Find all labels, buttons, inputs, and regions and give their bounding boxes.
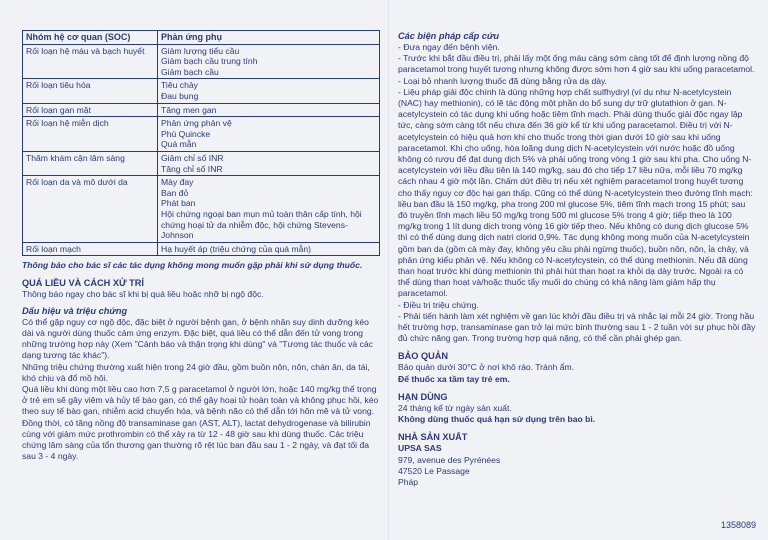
emergency-step: - Điều trị triệu chứng. (398, 300, 756, 311)
table-cell-effects (158, 117, 380, 152)
emergency-step: - Liệu pháp giải độc chính là dùng những hợp chất sulfhydryl (ví dụ như N-acetylcystein (NAC) hay methionin), có lẽ tác động một phần do bổ sung dự trữ glutathion ở gan. N-acetylcystein có tác dụng khi uống hoặc tiêm tĩnh mạch. Phải dùng thuốc giải độc ngay lập tức, càng sớm càng tốt nếu chưa đến 36 giờ kể từ khi uống paracetamol. Điều trị với N-acetylcystein có hiệu quả hơn khi cho thuốc trong thời gian dưới 10 giờ sau khi uống paracetamol. Khi cho uống, hòa loãng dung dịch N-acetylcystein với nước hoặc đồ uống không có rượu để đạt dung dịch 5% và phải uống trong vòng 1 giờ sau khi pha. Cho uống N-acetylcystein với liều đầu tiên là 140 mg/kg, sau đó cho tiếp 17 liều nữa, mỗi liều 70 mg/kg cách nhau 4 giờ một lần. Chấm dứt điều trị nếu xét nghiệm paracetamol trong huyết tương cho thấy nguy cơ độc hại gan thấp. Cũng có thể dùng N-acetylcystein theo đường tĩnh mạch: liều ban đầu là 150 mg/kg, pha trong 200 ml glucose 5%, tiêm tĩnh mạch trong 15 phút; sau đó truyền tĩnh mạch liều 50 mg/kg trong 500 ml glucose 5% trong 4 giờ; tiếp theo là 100 mg/kg trong 1 lít dung dịch trong vòng 16 giờ tiếp theo. Nếu không có dung dịch glucose 5% thì có thể dùng dung dịch natri clorid 0,9%. Tác dụng không mong muốn của N-acetylcystein gồm ban da (gồm cả mày đay, không yêu cầu phải ngừng thuốc), buồn nôn, nôn, ỉa chảy, và phản ứng kiểu phản vệ. Nếu không có N-acetylcystein, có thể dùng methionin. Nếu đã dùng than hoạt trước khi dùng methionin thì phải hút than hoạt ra khỏi dạ dày trước. Ngoài ra có thể dùng than hoạt và/hoặc thuốc tẩy muối do chúng có khả năng làm giảm hấp thụ paracetamol. (398, 87, 756, 300)
table-cell-organ: Rối loạn hệ miễn dịch (23, 117, 158, 152)
effect-item: Đau bụng (161, 90, 199, 101)
effect-item: Tăng chỉ số INR (161, 163, 223, 174)
effect-item: Ban đỏ (161, 187, 189, 198)
table-cell-organ: Rối loạn hệ máu và bạch huyết (23, 44, 158, 79)
emergency-step: - Loại bỏ nhanh lượng thuốc đã dùng bằng rửa dạ dày. (398, 76, 756, 87)
overdose-intro: Thông báo ngay cho bác sĩ khi bị quá liều hoặc nhỡ bị ngộ độc. (22, 289, 264, 300)
effect-item: Tăng men gan (161, 104, 217, 115)
table-row (23, 176, 380, 243)
emergency-step: - Trước khi bắt đầu điều trị, phải lấy một ống máu càng sớm càng tốt để định lượng nồng độ paracetamol trong huyết tương nhưng không được sớm hơn 4 giờ sau khi uống paracetamol. (398, 53, 756, 75)
manufacturer-heading: NHÀ SẢN XUẤT (398, 432, 468, 443)
overdose-heading: QUÁ LIỀU VÀ CÁCH XỬ TRÍ (22, 278, 144, 289)
table-cell-effects (158, 176, 380, 243)
effect-item: Quá mẫn (161, 139, 197, 150)
table-cell-effects (158, 103, 380, 117)
manufacturer-address-1: 979, avenue des Pyrénées (398, 454, 501, 465)
emergency-heading: Các biện pháp cấp cứu (398, 31, 500, 41)
emergency-step: - Phải tiến hành làm xét nghiệm về gan lúc khởi đầu điều trị và nhắc lại mỗi 24 giờ. Trong hầu hết trường hợp, transaminase gan trở lại mức bình thường sau 1 - 2 tuần với sự phục hồi đầy đủ chức năng gan. Trong trường hợp quá nặng, có thể cần phải ghép gan. (398, 311, 756, 345)
effect-item: Hội chứng ngoại ban mụn mủ toàn thân cấp tính, hội chứng hoại tử da nhiễm độc, hội chứng Stevens-Johnson (161, 208, 362, 241)
table-row (23, 103, 380, 117)
signs-heading: Dấu hiệu và triệu chứng (22, 305, 128, 316)
expiry-warning: Không dùng thuốc quá hạn sử dụng trên bao bì. (398, 414, 596, 425)
table-row (23, 117, 380, 152)
left-column (22, 30, 380, 462)
adverse-notice: Thông báo cho bác sĩ các tác dụng không mong muốn gặp phải khi sử dụng thuốc. (22, 260, 363, 271)
signs-paragraph-2: Những triệu chứng thường xuất hiện trong 24 giờ đầu, gồm buồn nôn, nôn, chán ăn, da tái, khó chịu và đổ mồ hôi. (22, 361, 370, 383)
manufacturer-address-2: 47520 Le Passage (398, 465, 470, 476)
document-code: 1358089 (720, 520, 756, 530)
effect-item: Phản ứng phản vệ (161, 118, 232, 129)
table-cell-organ: Thăm khám cận lâm sàng (23, 151, 158, 175)
table-header-row (23, 31, 380, 45)
table-row (23, 242, 380, 256)
emergency-step: - Đưa ngay đến bệnh viện. (398, 42, 756, 53)
table-row (23, 79, 380, 103)
table-header-organ: Nhóm hệ cơ quan (SOC) (23, 31, 158, 45)
table-row (23, 44, 380, 79)
table-cell-effects (158, 44, 380, 79)
table-cell-effects (158, 242, 380, 256)
table-cell-organ: Rối loạn da và mô dưới da (23, 176, 158, 243)
effect-item: Giảm chỉ số INR (161, 152, 224, 163)
storage-text: Bảo quản dưới 30°C ở nơi khô ráo. Tránh ẩm. (398, 362, 575, 373)
effect-item: Giảm lượng tiểu cầu (161, 45, 240, 56)
storage-warning: Để thuốc xa tầm tay trẻ em. (398, 373, 510, 384)
effect-item: Tiêu chảy (161, 80, 198, 91)
signs-paragraph-1: Có thể gặp nguy cơ ngộ độc, đặc biệt ở người bệnh gan, ở bệnh nhân suy dinh dưỡng kéo dài và người dùng thuốc cảm ứng enzym. Đặc biệt, quá liều có thể dẫn đến tử vong trong những trường hợp này (Xem "Cảnh báo và thận trọng khi dùng" và "Tương tác thuốc và các dạng tương tác khác"). (22, 316, 373, 361)
effect-item: Giảm bạch cầu (161, 66, 219, 77)
table-header-effects: Phản ứng phụ (158, 31, 380, 45)
table-cell-organ: Rối loạn tiêu hóa (23, 79, 158, 103)
effect-item: Giảm bạch cầu trung tính (161, 56, 258, 67)
table-cell-effects (158, 79, 380, 103)
effect-item: Phát ban (161, 198, 196, 209)
expiry-heading: HẠN DÙNG (398, 391, 448, 402)
right-column (398, 30, 756, 488)
table-cell-organ: Rối loạn mạch (23, 242, 158, 256)
effect-item: Mày đay (161, 177, 194, 188)
effect-item: Hạ huyết áp (triệu chứng của quá mẫn) (161, 243, 312, 254)
fold-line (388, 0, 389, 540)
expiry-text: 24 tháng kể từ ngày sản xuất. (398, 402, 512, 413)
manufacturer-name: UPSA SAS (398, 443, 442, 454)
signs-paragraph-4: Đồng thời, có tăng nồng độ transaminase gan (AST, ALT), lactat dehydrogenase và bilirubin cùng với giảm mức prothrombin có thể xảy ra từ 12 - 48 giờ sau khi dùng thuốc. Các triệu chứng lâm sàng của tổn thương gan thường rõ rệt lúc ban đầu sau 1 - 2 ngày, và đạt tối đa sau 3 - 4 ngày. (22, 417, 371, 462)
manufacturer-country: Pháp (398, 476, 419, 487)
storage-heading: BẢO QUẢN (398, 351, 449, 362)
adverse-effects-table (22, 30, 380, 256)
table-row (23, 151, 380, 175)
table-cell-effects (158, 151, 380, 175)
signs-paragraph-3: Quá liều khi dùng một liều cao hơn 7,5 g paracetamol ở người lớn, hoặc 140 mg/kg thể trọng ở trẻ em sẽ gây viêm và hủy tế bào gan, có thể gây hoại tử hoàn toàn và không phục hồi, kéo theo suy tế bào gan, nhiễm acid chuyển hóa, và bệnh não có thể dẫn tới hôn mê và tử vong. (22, 383, 379, 417)
effect-item: Phù Quincke (161, 128, 211, 139)
table-cell-organ: Rối loạn gan mật (23, 103, 158, 117)
